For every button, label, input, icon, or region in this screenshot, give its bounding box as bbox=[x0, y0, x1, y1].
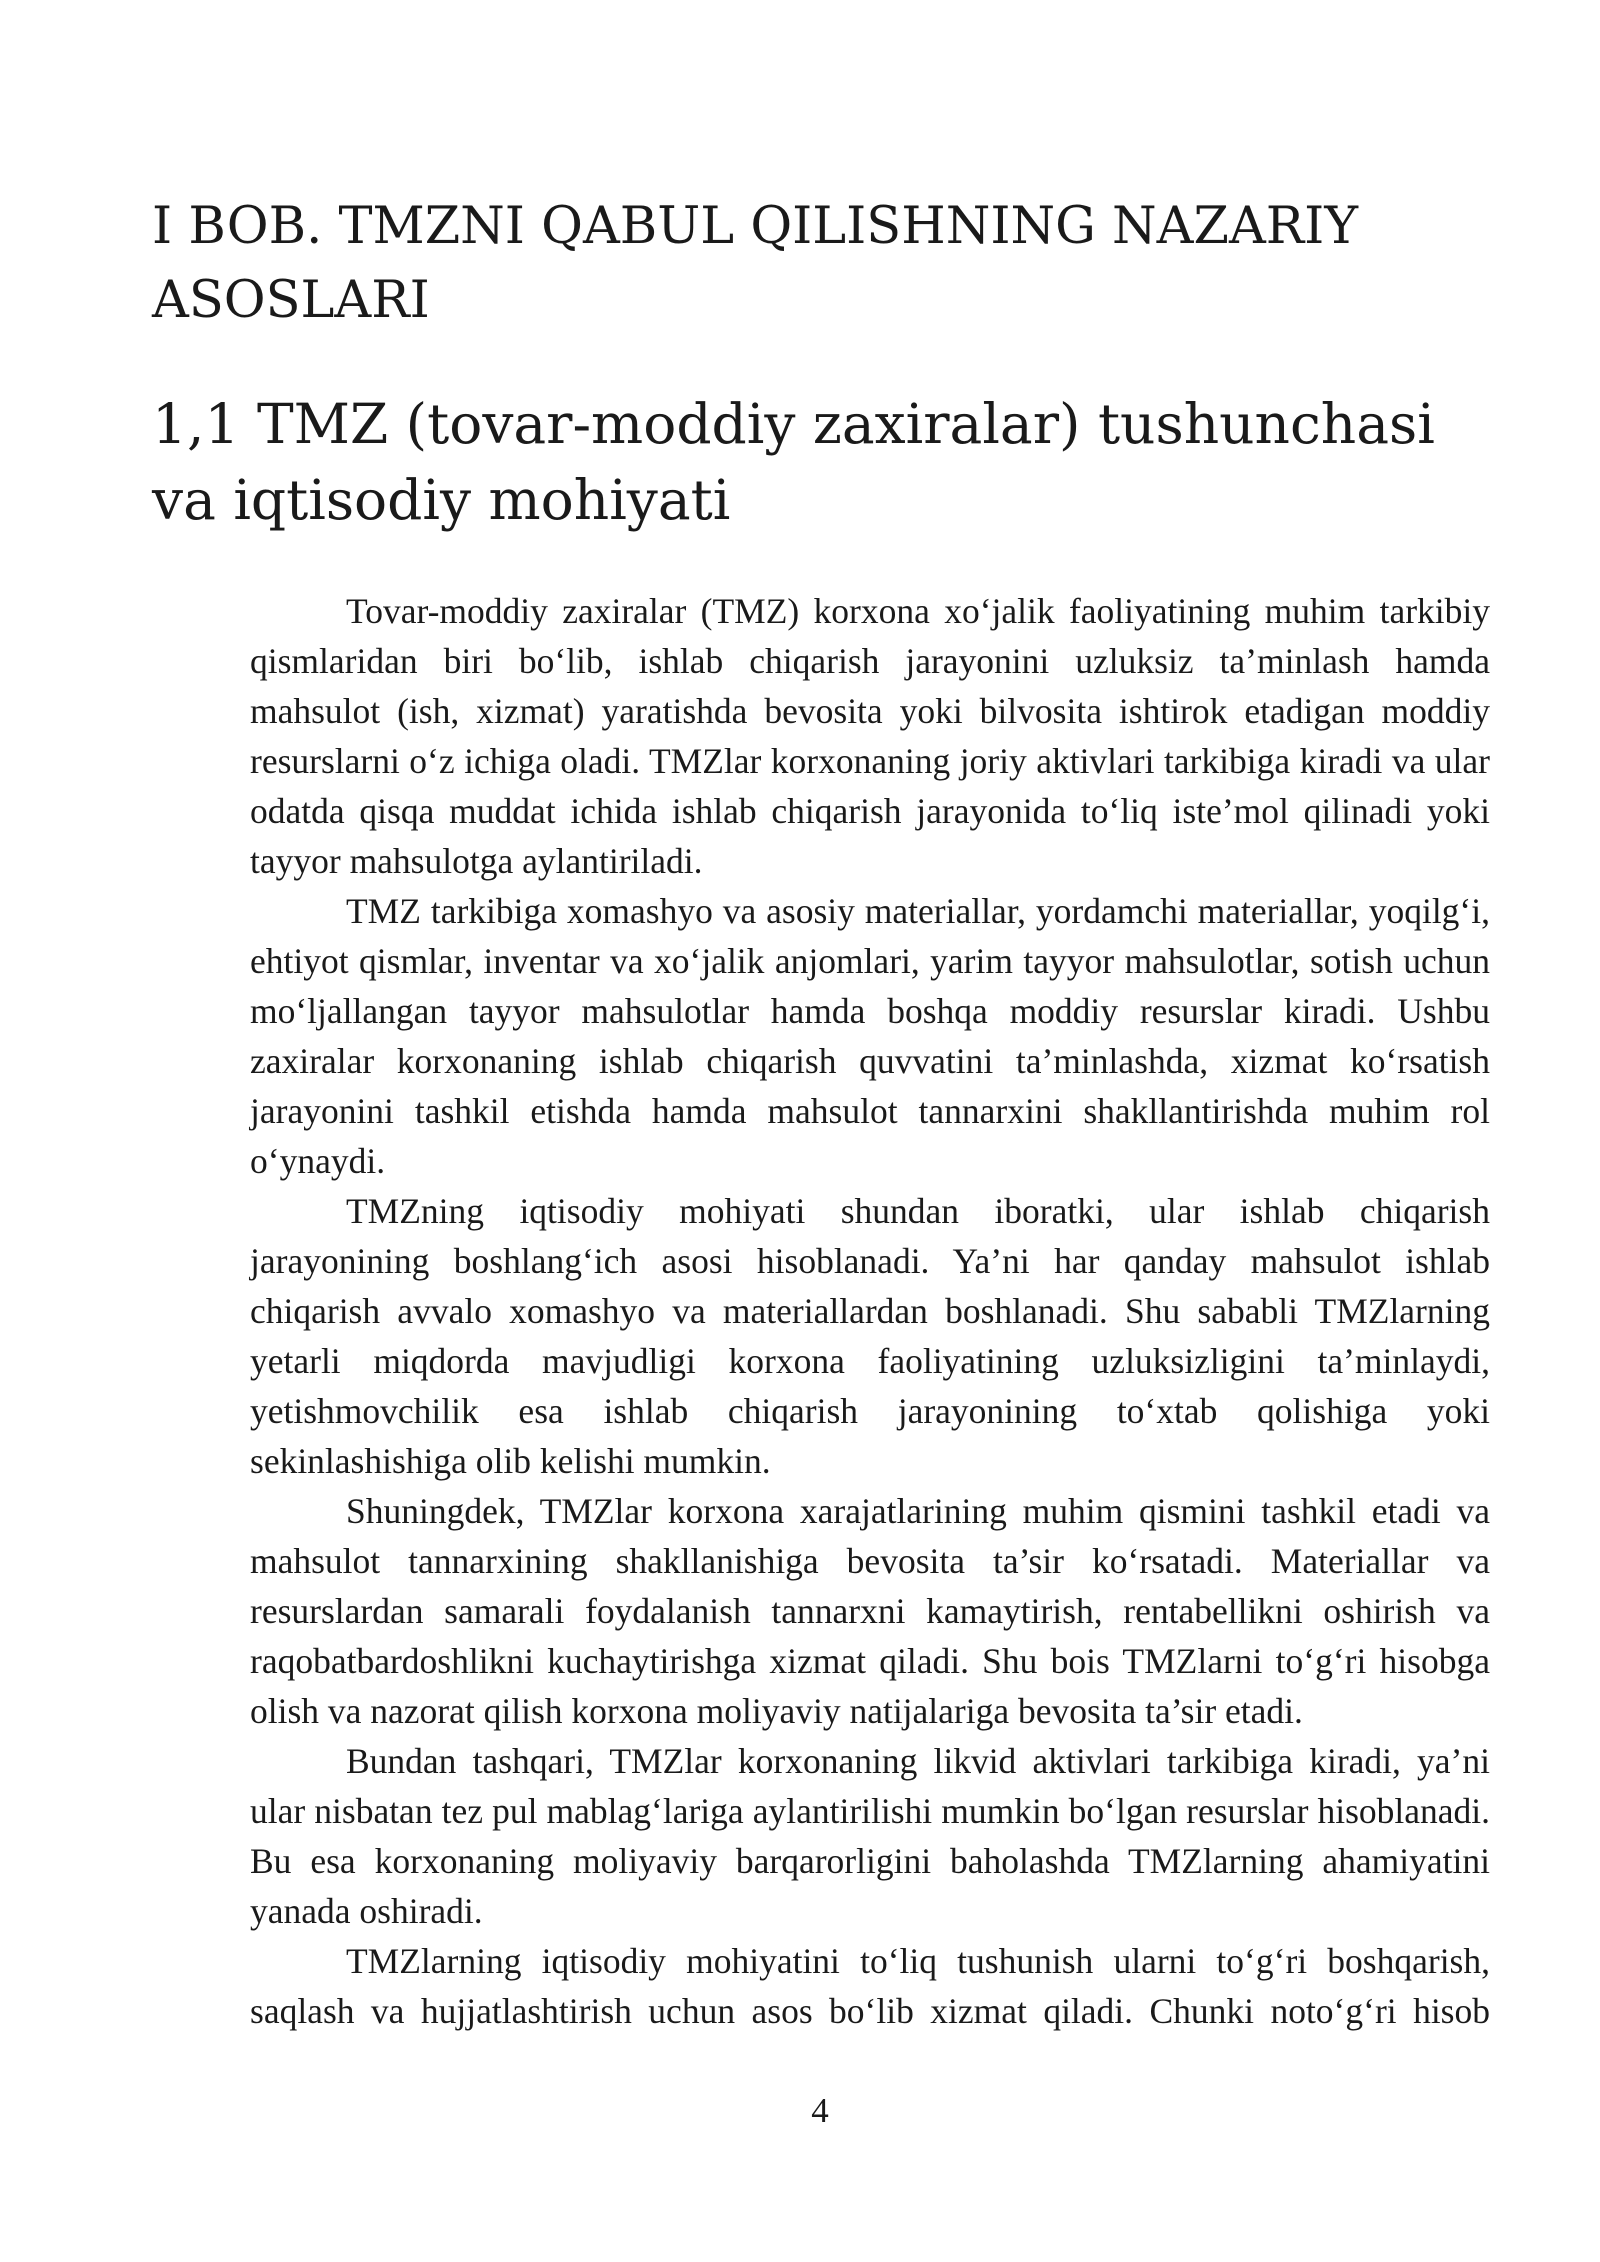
section-title: 1,1 TMZ (tovar-moddiy zaxiralar) tushunchasi va iqtisodiy mohiyati bbox=[152, 392, 1435, 532]
chapter-title: I BOB. TMZNI QABUL QILISHNING NAZARIY ASOSLARI bbox=[152, 197, 1358, 330]
paragraph: TMZlarning iqtisodiy mohiyatini to‘liq tushunish ularni to‘g‘ri boshqarish, saqlash va hujjatlashtirish uchun asos bo‘lib xizmat qiladi. Chunki noto‘g‘ri hisob bbox=[250, 1941, 1490, 2031]
paragraph: Shuningdek, TMZlar korxona xarajatlarining muhim qismini tashkil etadi va mahsulot tannarxining shakllanishiga bevosita ta’sir ko‘rsatadi. Materiallar va resurslardan samarali foydalanish tannarxni kamaytirish, rentabellikni oshirish va raqobatbardoshlikni kuchaytirishga xizmat qiladi. Shu bois TMZlarni to‘g‘ri hisobga olish va nazorat qilish korxona moliyaviy natijalariga bevosita ta’sir etadi. bbox=[250, 1491, 1490, 1731]
paragraph: Bundan tashqari, TMZlar korxonaning likvid aktivlari tarkibiga kiradi, ya’ni ular nisbatan tez pul mablag‘lariga aylantirilishi mumkin bo‘lgan resurslar hisoblanadi. Bu esa korxonaning moliyaviy barqarorligini baholashda TMZlarning ahamiyatini yanada oshiradi. bbox=[250, 1741, 1490, 1931]
paragraph: TMZning iqtisodiy mohiyati shundan iboratki, ular ishlab chiqarish jarayonining boshlang‘ich asosi hisoblanadi. Ya’ni har qanday mahsulot ishlab chiqarish avvalo xomashyo va materiallardan boshlanadi. Shu sababli TMZlarning yetarli miqdorda mavjudligi korxona faoliyatining uzluksizligini ta’minlaydi, yetishmovchilik esa ishlab chiqarish jarayonining to‘xtab qolishiga yoki sekinlashishiga olib kelishi mumkin. bbox=[250, 1191, 1490, 1481]
page-number: 4 bbox=[811, 2091, 829, 2130]
body-text bbox=[250, 586, 1490, 2036]
paragraph: TMZ tarkibiga xomashyo va asosiy materiallar, yordamchi materiallar, yoqilg‘i, ehtiyot qismlar, inventar va xo‘jalik anjomlari, yarim tayyor mahsulotlar, sotish uchun mo‘ljallangan tayyor mahsulotlar hamda boshqa moddiy resurslar kiradi. Ushbu zaxiralar korxonaning ishlab chiqarish quvvatini ta’minlashda, xizmat ko‘rsatish jarayonini tashkil etishda hamda mahsulot tannarxini shakllantirishda muhim rol o‘ynaydi. bbox=[250, 891, 1490, 1181]
paragraph: Tovar-moddiy zaxiralar (TMZ) korxona xo‘jalik faoliyatining muhim tarkibiy qismlaridan biri bo‘lib, ishlab chiqarish jarayonini uzluksiz ta’minlash hamda mahsulot (ish, xizmat) yaratishda bevosita yoki bilvosita ishtirok etadigan moddiy resurslarni o‘z ichiga oladi. TMZlar korxonaning joriy aktivlari tarkibiga kiradi va ular odatda qisqa muddat ichida ishlab chiqarish jarayonida to‘liq iste’mol qilinadi yoki tayyor mahsulotga aylantiriladi. bbox=[250, 591, 1490, 881]
